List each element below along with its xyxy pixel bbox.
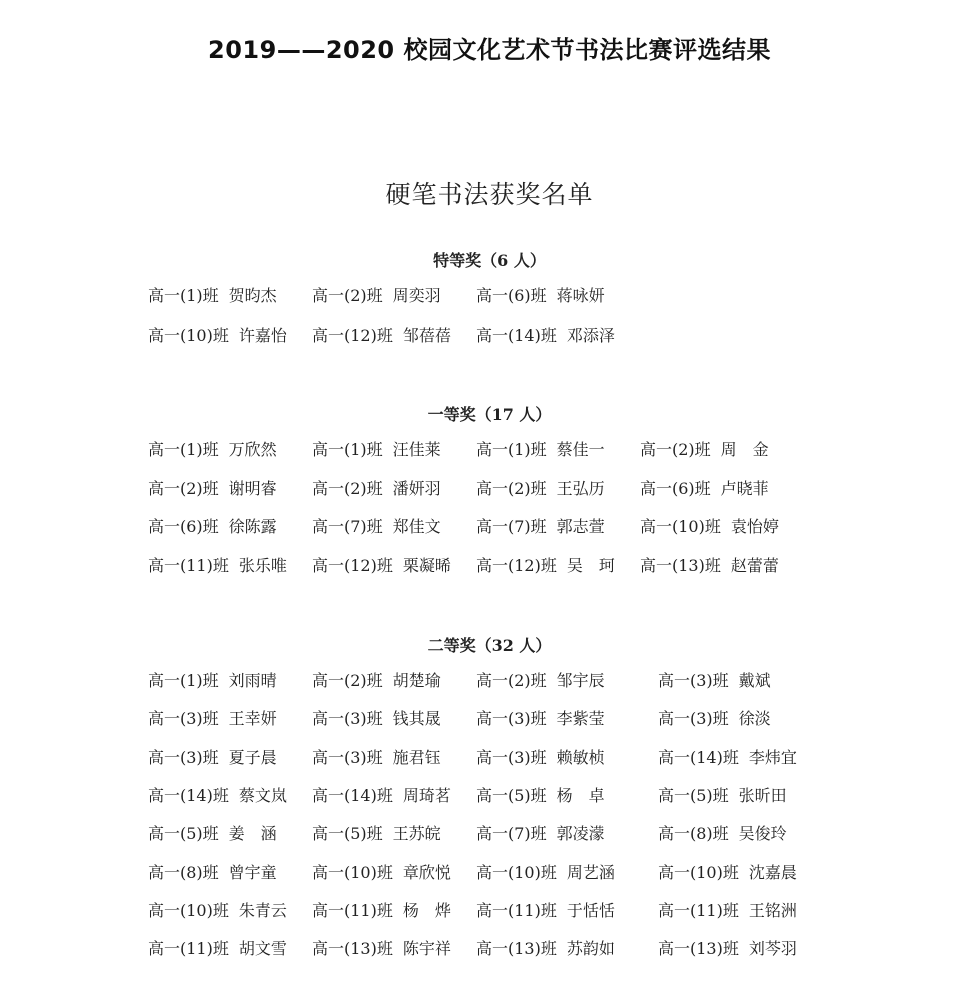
winner-entry: [312, 709, 441, 729]
winner-name: 杨 卓: [556, 785, 605, 805]
winner-class: 高一(3)班: [658, 709, 729, 729]
winner-class: 高一(13)班: [658, 939, 739, 959]
winner-name: 杨 烨: [402, 900, 451, 920]
winner-name: 徐淡: [738, 709, 771, 729]
winner-class: 高一(11)班: [148, 555, 229, 575]
winner-entry: [476, 786, 605, 806]
winner-name: 王弘历: [556, 478, 605, 498]
winner-entry: [476, 709, 605, 729]
winner-entry: [148, 517, 277, 537]
winner-name: 钱其晟: [392, 709, 441, 729]
winner-class: 高一(10)班: [312, 862, 393, 882]
winner-entry: [476, 671, 605, 691]
winner-class: 高一(2)班: [312, 286, 383, 305]
winner-entry: [148, 901, 287, 921]
winner-class: 高一(11)班: [148, 939, 229, 959]
winner-entry: [658, 824, 787, 844]
winner-class: 高一(7)班: [476, 517, 547, 536]
winner-name: 潘妍羽: [392, 478, 441, 498]
winner-name: 王铭洲: [748, 900, 797, 920]
winner-name: 袁怡婷: [730, 517, 779, 536]
winner-class: 高一(7)班: [476, 824, 547, 844]
winner-name: 张乐唯: [238, 555, 287, 575]
winner-entry: [658, 748, 797, 768]
winner-entry: [658, 709, 771, 729]
winner-class: 高一(11)班: [312, 900, 393, 920]
winner-class: 高一(10)班: [640, 517, 721, 536]
winner-name: 吴俊玲: [738, 824, 787, 844]
winner-name: 汪佳莱: [392, 440, 441, 459]
winner-name: 郭志萱: [556, 517, 605, 536]
winner-name: 朱青云: [238, 900, 287, 920]
winner-entry: [312, 556, 451, 576]
winner-class: 高一(2)班: [476, 478, 547, 498]
winner-name: 贺昀杰: [228, 286, 277, 305]
winner-name: 邹宇辰: [556, 671, 605, 690]
winner-entry: [148, 748, 277, 768]
winner-name: 蔡佳一: [556, 440, 605, 459]
winner-entry: [312, 440, 441, 460]
winner-name: 王苏皖: [392, 824, 441, 844]
winner-entry: [148, 786, 287, 806]
winner-entry: [312, 901, 451, 921]
winner-class: 高一(11)班: [658, 900, 739, 920]
winner-entry: [658, 939, 797, 959]
winner-class: 高一(10)班: [658, 862, 739, 882]
winner-name: 陈宇祥: [402, 939, 451, 959]
winner-class: 高一(5)班: [312, 824, 383, 844]
winner-entry: [312, 863, 451, 883]
winner-name: 赖敏桢: [556, 747, 605, 767]
winner-class: 高一(2)班: [640, 440, 711, 459]
winner-class: 高一(7)班: [312, 517, 383, 536]
winner-entry: [148, 709, 277, 729]
winner-entry: [476, 901, 615, 921]
winner-class: 高一(3)班: [312, 709, 383, 729]
winner-entry: [312, 479, 441, 499]
winner-entry: [312, 326, 451, 346]
winner-entry: [312, 786, 451, 806]
winner-class: 高一(13)班: [640, 555, 721, 575]
winner-class: 高一(11)班: [476, 900, 557, 920]
winner-class: 高一(14)班: [476, 326, 557, 345]
winner-class: 高一(14)班: [658, 747, 739, 767]
winner-name: 刘芩羽: [748, 939, 797, 959]
winner-entry: [148, 326, 287, 346]
section-heading-first: 一等奖（17 人）: [427, 405, 552, 424]
winner-name: 李炜宜: [748, 747, 797, 767]
winner-name: 蔡文岚: [238, 785, 287, 805]
winner-name: 栗凝晞: [402, 555, 451, 575]
page-title: 2019——2020 校园文化艺术节书法比赛评选结果: [208, 36, 771, 64]
winner-name: 刘雨晴: [228, 671, 277, 690]
winner-name: 戴斌: [738, 671, 771, 690]
winner-class: 高一(2)班: [148, 478, 219, 498]
winner-class: 高一(3)班: [312, 747, 383, 767]
winner-name: 谢明睿: [228, 478, 277, 498]
winner-name: 郭凌濛: [556, 824, 605, 844]
list-subtitle: 硬笔书法获奖名单: [385, 180, 594, 209]
winner-entry: [312, 748, 441, 768]
winner-name: 卢晓菲: [720, 478, 769, 498]
winner-entry: [312, 824, 441, 844]
winner-class: 高一(8)班: [658, 824, 729, 844]
winner-entry: [148, 556, 287, 576]
winner-name: 胡文雪: [238, 939, 287, 959]
winner-class: 高一(8)班: [148, 862, 219, 882]
section-heading-second: 二等奖（32 人）: [427, 636, 552, 655]
winner-class: 高一(13)班: [476, 939, 557, 959]
winner-class: 高一(1)班: [476, 440, 547, 459]
winner-entry: [476, 939, 615, 959]
winner-class: 高一(10)班: [148, 326, 229, 345]
winner-entry: [658, 901, 797, 921]
winner-class: 高一(1)班: [312, 440, 383, 459]
winner-entry: [476, 748, 605, 768]
winner-entry: [640, 556, 779, 576]
winner-name: 胡楚瑜: [392, 671, 441, 690]
winner-class: 高一(1)班: [148, 440, 219, 459]
winner-entry: [640, 517, 779, 537]
winner-entry: [640, 479, 769, 499]
winner-entry: [476, 517, 605, 537]
winner-entry: [312, 517, 441, 537]
winner-name: 邓添泽: [566, 326, 615, 345]
winner-name: 邹蓓蓓: [402, 326, 451, 345]
winner-entry: [658, 863, 797, 883]
winner-name: 施君钰: [392, 747, 441, 767]
winner-class: 高一(3)班: [658, 671, 729, 690]
winner-entry: [148, 440, 277, 460]
winner-name: 徐陈露: [228, 517, 277, 536]
winner-name: 周琦茗: [402, 785, 451, 805]
winner-class: 高一(12)班: [476, 555, 557, 575]
winner-name: 许嘉怡: [238, 326, 287, 345]
winner-entry: [312, 671, 441, 691]
winner-name: 郑佳文: [392, 517, 441, 536]
winner-class: 高一(14)班: [148, 785, 229, 805]
winner-entry: [148, 286, 277, 306]
winner-entry: [312, 939, 451, 959]
winner-class: 高一(6)班: [148, 517, 219, 536]
winner-class: 高一(3)班: [148, 709, 219, 729]
winner-name: 章欣悦: [402, 862, 451, 882]
winner-class: 高一(5)班: [476, 785, 547, 805]
winner-name: 蒋咏妍: [556, 286, 605, 305]
winner-name: 周奕羽: [392, 286, 441, 305]
winner-entry: [640, 440, 769, 460]
winner-name: 苏韵如: [566, 939, 615, 959]
winner-class: 高一(6)班: [640, 478, 711, 498]
winner-name: 李紫莹: [556, 709, 605, 729]
winner-class: 高一(2)班: [476, 671, 547, 690]
winner-class: 高一(12)班: [312, 326, 393, 345]
winner-name: 周 金: [720, 440, 769, 459]
winner-name: 王幸妍: [228, 709, 277, 729]
winner-entry: [476, 286, 605, 306]
winner-class: 高一(1)班: [148, 671, 219, 690]
winner-name: 周艺涵: [566, 862, 615, 882]
winner-class: 高一(3)班: [148, 747, 219, 767]
winner-class: 高一(3)班: [476, 747, 547, 767]
winner-name: 万欣然: [228, 440, 277, 459]
winner-name: 沈嘉晨: [748, 862, 797, 882]
winner-name: 吴 珂: [566, 555, 615, 575]
winner-class: 高一(2)班: [312, 671, 383, 690]
winner-entry: [476, 440, 605, 460]
winner-class: 高一(3)班: [476, 709, 547, 729]
winner-class: 高一(6)班: [476, 286, 547, 305]
winner-class: 高一(14)班: [312, 785, 393, 805]
winner-name: 于恬恬: [566, 900, 615, 920]
winner-entry: [476, 863, 615, 883]
winner-class: 高一(12)班: [312, 555, 393, 575]
winner-entry: [658, 671, 771, 691]
winner-name: 夏子晨: [228, 747, 277, 767]
winner-entry: [148, 824, 277, 844]
winner-entry: [148, 863, 277, 883]
winner-entry: [476, 326, 615, 346]
winner-class: 高一(2)班: [312, 478, 383, 498]
winner-name: 姜 涵: [228, 824, 277, 844]
winner-class: 高一(13)班: [312, 939, 393, 959]
winner-name: 赵蕾蕾: [730, 555, 779, 575]
winner-name: 张昕田: [738, 785, 787, 805]
winner-entry: [476, 479, 605, 499]
winner-entry: [148, 671, 277, 691]
winner-class: 高一(5)班: [658, 785, 729, 805]
winner-class: 高一(10)班: [148, 900, 229, 920]
winner-class: 高一(1)班: [148, 286, 219, 305]
winner-entry: [148, 939, 287, 959]
winner-entry: [148, 479, 277, 499]
winner-entry: [476, 556, 615, 576]
winner-entry: [312, 286, 441, 306]
winner-entry: [476, 824, 605, 844]
winner-name: 曾宇童: [228, 862, 277, 882]
winner-class: 高一(10)班: [476, 862, 557, 882]
section-heading-special: 特等奖（6 人）: [433, 251, 546, 270]
winner-entry: [658, 786, 787, 806]
winner-class: 高一(5)班: [148, 824, 219, 844]
